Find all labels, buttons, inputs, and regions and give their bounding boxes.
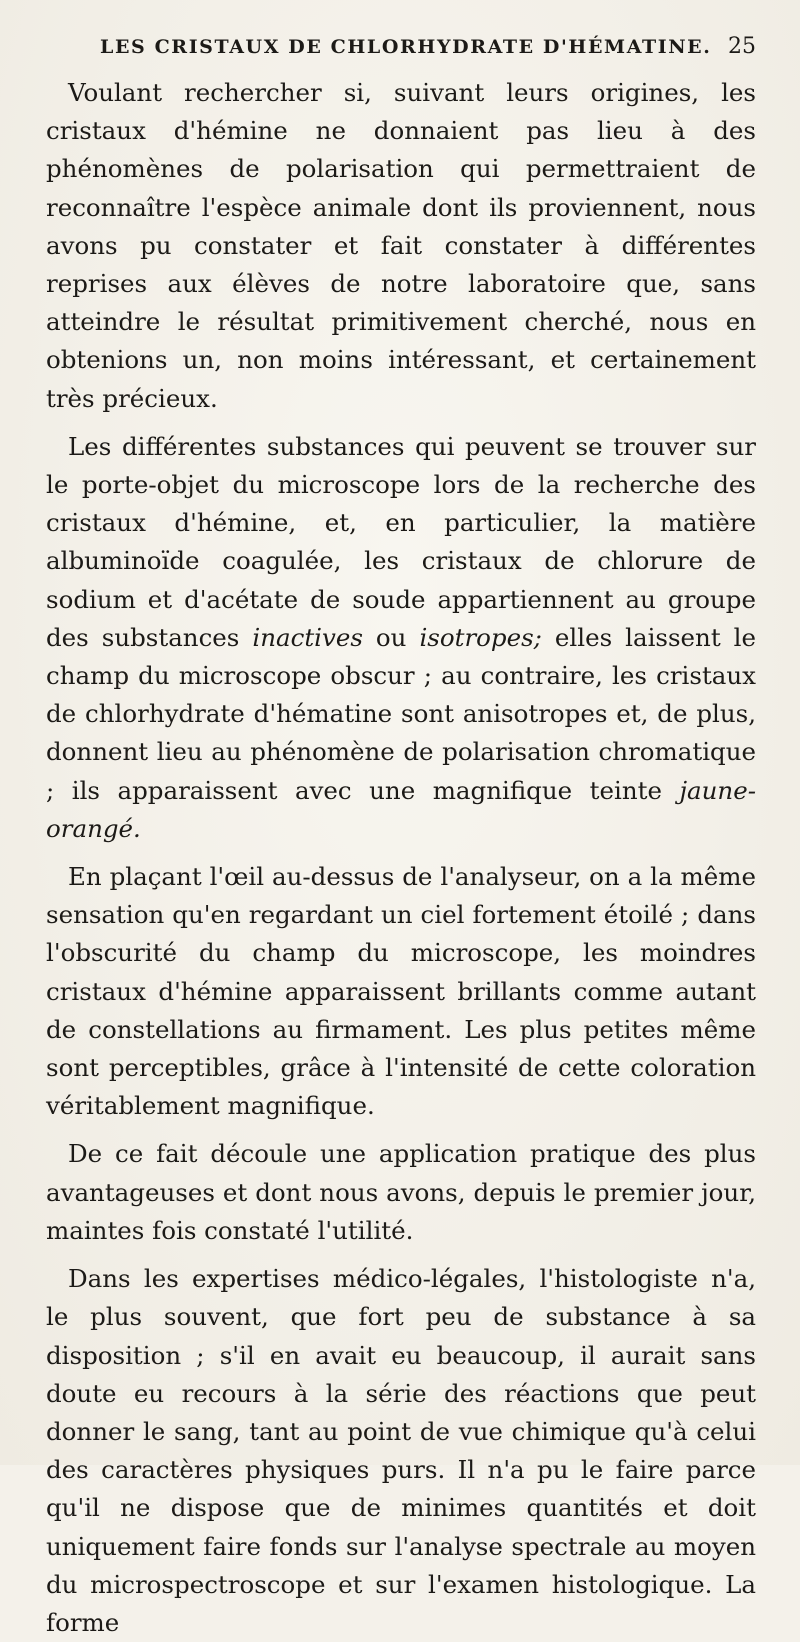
paragraph-4: De ce fait découle une application pratique des plus avantageuses et dont nous avons, depuis le premier jour, maintes fois constaté l'utilité. [46,1139,756,1245]
paragraph-1: Voulant rechercher si, suivant leurs origines, les cristaux d'hémine ne donnaient pas lieu à des phénomènes de polarisation qui permettraient de reconnaître l'espèce animale dont ils proviennent, nous avons pu constater et fait constater à différentes reprises aux élèves de notre laboratoire que, sans atteindre le résultat primitivement cherché, nous en obtenions un, non moins intéressant, et certainement très précieux. [46,78,756,413]
paragraph-2-text-c: elles laissent le champ du microscope obscur ; au contraire, les cristaux de chlorhydrate d'hématine sont anisotropes et, de plus, donnent lieu au phénomène de polarisation chromatique ; ils apparaissent avec une magnifique teinte [46,622,757,805]
paragraph-5: Dans les expertises médico-légales, l'histologiste n'a, le plus souvent, que fort peu de substance à sa disposition ; s'il en avait eu beaucoup, il aurait sans doute eu recours à la série des réactions que peut donner le sang, tant au point de vue chimique qu'à celui des caractères physiques purs. Il n'a pu le faire parce qu'il ne dispose que de minimes quantités et doit uniquement faire fonds sur l'analyse spectrale au moyen du microspectroscope et sur l'examen histologique. La forme [46,1264,756,1637]
running-title: LES CRISTAUX DE CHLORHYDRATE D'HÉMATINE. [100,36,712,58]
running-head [46,34,756,74]
body-text [46,74,756,1642]
italic-term-isotropes: isotropes; [419,622,542,652]
italic-term-jaune-orange: jaune-orangé. [46,775,756,843]
paragraph-2-text-a: Les différentes substances qui peuvent se trouver sur le porte-objet du microscope lors de la recherche des cristaux d'hémine, et, en particulier, la matière albuminoïde coagulée, les cristaux de chlorure de sodium et d'acétate de soude appartiennent au groupe des substances [46,431,756,652]
italic-term-inactives: inactives [252,622,363,652]
paragraph-3: En plaçant l'œil au-dessus de l'analyseur, on a la même sensation qu'en regardant un ciel fortement étoilé ; dans l'obscurité du champ du microscope, les moindres cristaux d'hémine apparaissent brillants comme autant de constellations au firmament. Les plus petites même sont perceptibles, grâce à l'intensité de cette coloration véritablement magnifique. [46,862,756,1121]
paragraph-2-text-b: ou [362,622,420,652]
paragraph-2 [46,428,756,848]
page-number: 25 [728,34,756,59]
